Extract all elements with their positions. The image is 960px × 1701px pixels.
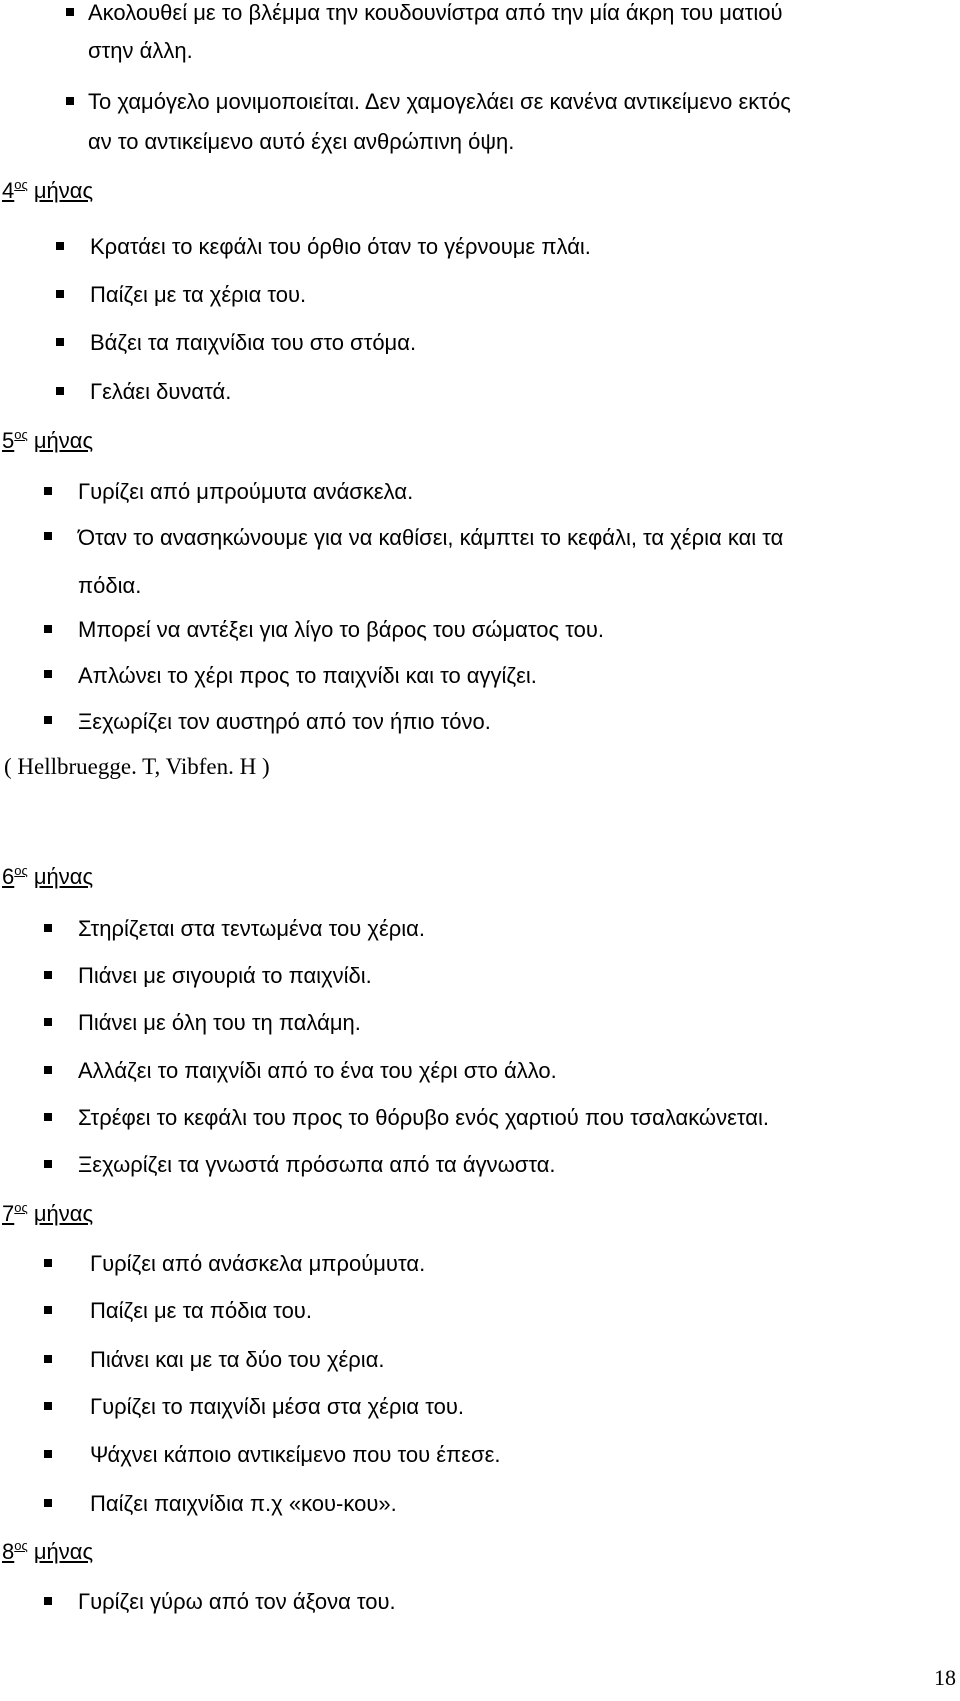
reference-citation: ( Hellbruegge. T, Vibfen. H ) xyxy=(4,754,270,779)
month-heading-7: $7^{o\varsigma}$ μήνας xyxy=(2,1200,94,1226)
month-heading-5: $5^{o\varsigma}$ μήνας xyxy=(2,427,94,453)
list-item: Γυρίζει γύρω από τον άξονα του. xyxy=(78,1589,396,1614)
bullet-icon xyxy=(44,971,52,979)
list-item: Πιάνει με όλη του τη παλάμη. xyxy=(78,1010,361,1035)
bullet-icon xyxy=(44,1499,52,1507)
list-item: Ξεχωρίζει τα γνωστά πρόσωπα από τα άγνωστα. xyxy=(78,1152,556,1177)
list-item: Πιάνει και με τα δύο του χέρια. xyxy=(90,1347,385,1372)
bullet-icon xyxy=(44,487,52,495)
bullet-icon xyxy=(44,1018,52,1026)
bullet-icon xyxy=(44,1160,52,1168)
bullet-text-continuation: στην άλλη. xyxy=(88,38,193,63)
bullet-icon xyxy=(44,1355,52,1363)
bullet-icon xyxy=(44,1450,52,1458)
bullet-icon xyxy=(44,1259,52,1267)
list-item: Παίζει με τα πόδια του. xyxy=(90,1298,312,1323)
bullet-icon xyxy=(44,1066,52,1074)
list-item: Γυρίζει το παιχνίδι μέσα στα χέρια του. xyxy=(90,1394,464,1419)
bullet-icon xyxy=(56,290,64,298)
list-item: Παίζει παιχνίδια π.χ «κου-κου». xyxy=(90,1491,397,1516)
list-item: Γυρίζει από ανάσκελα μπρούμυτα. xyxy=(90,1251,426,1276)
bullet-icon xyxy=(44,670,52,678)
bullet-icon xyxy=(56,387,64,395)
bullet-icon xyxy=(66,97,74,105)
list-item: Όταν το ανασηκώνουμε για να καθίσει, κάμπτει το κεφάλι, τα χέρια και τα xyxy=(78,525,784,550)
page-number: 18 xyxy=(934,1665,956,1690)
list-item: Παίζει με τα χέρια του. xyxy=(90,282,307,307)
list-item: Μπορεί να αντέξει για λίγο το βάρος του σώματος του. xyxy=(78,617,604,642)
list-item: Γελάει δυνατά. xyxy=(90,379,232,404)
list-item: Γυρίζει από μπρούμυτα ανάσκελα. xyxy=(78,479,414,504)
bullet-icon xyxy=(44,1597,52,1605)
bullet-icon xyxy=(44,625,52,633)
list-item: Ψάχνει κάποιο αντικείμενο που του έπεσε. xyxy=(90,1442,501,1467)
bullet-icon xyxy=(44,532,52,540)
bullet-icon xyxy=(44,1113,52,1121)
list-item: Ξεχωρίζει τον αυστηρό από τον ήπιο τόνο. xyxy=(78,709,491,734)
list-item: Απλώνει το χέρι προς το παιχνίδι και το αγγίζει. xyxy=(78,663,537,688)
bullet-icon xyxy=(44,1306,52,1314)
list-item: Αλλάζει το παιχνίδι από το ένα του χέρι στο άλλο. xyxy=(78,1058,557,1083)
bullet-icon xyxy=(44,924,52,932)
month-heading-4: $4^{o\varsigma}$ μήνας xyxy=(2,177,94,203)
list-item: Βάζει τα παιχνίδια του στο στόμα. xyxy=(90,330,417,355)
month-heading-8: $8^{o\varsigma}$ μήνας xyxy=(2,1538,94,1564)
list-item-continuation: πόδια. xyxy=(78,573,142,598)
bullet-text: Ακολουθεί με το βλέμμα την κουδουνίστρα από την μία άκρη του ματιού xyxy=(88,0,783,25)
bullet-icon xyxy=(66,8,74,16)
bullet-text: Το χαμόγελο μονιμοποιείται. Δεν χαμογελάει σε κανένα αντικείμενο εκτός xyxy=(88,89,791,114)
bullet-icon xyxy=(44,1402,52,1410)
list-item: Πιάνει με σιγουριά το παιχνίδι. xyxy=(78,963,372,988)
list-item: Κρατάει το κεφάλι του όρθιο όταν το γέρνουμε πλάι. xyxy=(90,234,591,259)
bullet-icon xyxy=(56,242,64,250)
bullet-icon xyxy=(56,338,64,346)
list-item: Στρέφει το κεφάλι του προς το θόρυβο ενός χαρτιού που τσαλακώνεται. xyxy=(78,1105,770,1130)
bullet-text-continuation: αν το αντικείμενο αυτό έχει ανθρώπινη όψη. xyxy=(88,129,515,154)
bullet-icon xyxy=(44,716,52,724)
list-item: Στηρίζεται στα τεντωμένα του χέρια. xyxy=(78,916,425,941)
month-heading-6: $6^{o\varsigma}$ μήνας xyxy=(2,863,94,889)
